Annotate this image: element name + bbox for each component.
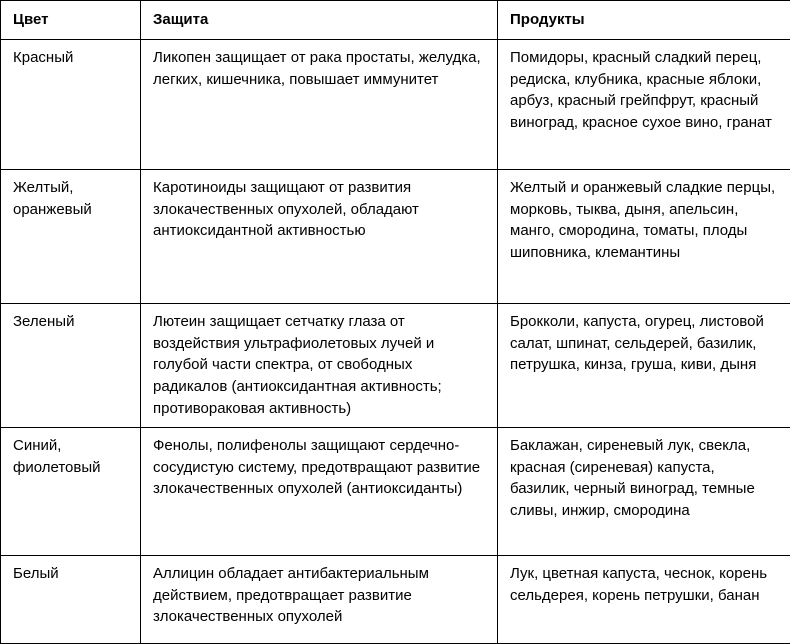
header-color: Цвет	[1, 1, 141, 40]
header-row	[1, 1, 790, 40]
cell-protection: Ликопен защищает от рака простаты, желудка, легких, кишечника, повышает иммунитет	[141, 39, 498, 169]
cell-protection: Каротиноиды защищают от развития злокачественных опухолей, обладают антиоксидантной активностью	[141, 169, 498, 303]
cell-products: Баклажан, сиреневый лук, свекла, красная (сиреневая) капуста, базилик, черный виноград, темные сливы, инжир, смородина	[498, 427, 790, 555]
cell-protection: Лютеин защищает сетчатку глаза от воздействия ультрафиолетовых лучей и голубой части спектра, от свободных радикалов (антиоксидантная активность; противораковая активность)	[141, 303, 498, 427]
table-row	[1, 555, 790, 643]
table-row	[1, 427, 790, 555]
cell-color: Зеленый	[1, 303, 141, 427]
cell-protection: Фенолы, полифенолы защищают сердечно-сосудистую систему, предотвращают развитие злокачественных опухолей (антиоксиданты)	[141, 427, 498, 555]
cell-color: Желтый, оранжевый	[1, 169, 141, 303]
cell-protection: Аллицин обладает антибактериальным действием, предотвращает развитие злокачественных опухолей	[141, 555, 498, 643]
cell-products: Лук, цветная капуста, чеснок, корень сельдерея, корень петрушки, банан	[498, 555, 790, 643]
cell-products: Брокколи, капуста, огурец, листовой салат, шпинат, сельдерей, базилик, петрушка, кинза, груша, киви, дыня	[498, 303, 790, 427]
header-products: Продукты	[498, 1, 790, 40]
header-protection: Защита	[141, 1, 498, 40]
cell-products: Желтый и оранжевый сладкие перцы, морковь, тыква, дыня, апельсин, манго, смородина, томаты, плоды шиповника, клемантины	[498, 169, 790, 303]
cell-products: Помидоры, красный сладкий перец, редиска, клубника, красные яблоки, арбуз, красный грейпфрут, красный виноград, красное сухое вино, гранат	[498, 39, 790, 169]
table-row	[1, 303, 790, 427]
table-row	[1, 169, 790, 303]
table-row	[1, 39, 790, 169]
cell-color: Красный	[1, 39, 141, 169]
cell-color: Синий, фиолетовый	[1, 427, 141, 555]
cell-color: Белый	[1, 555, 141, 643]
